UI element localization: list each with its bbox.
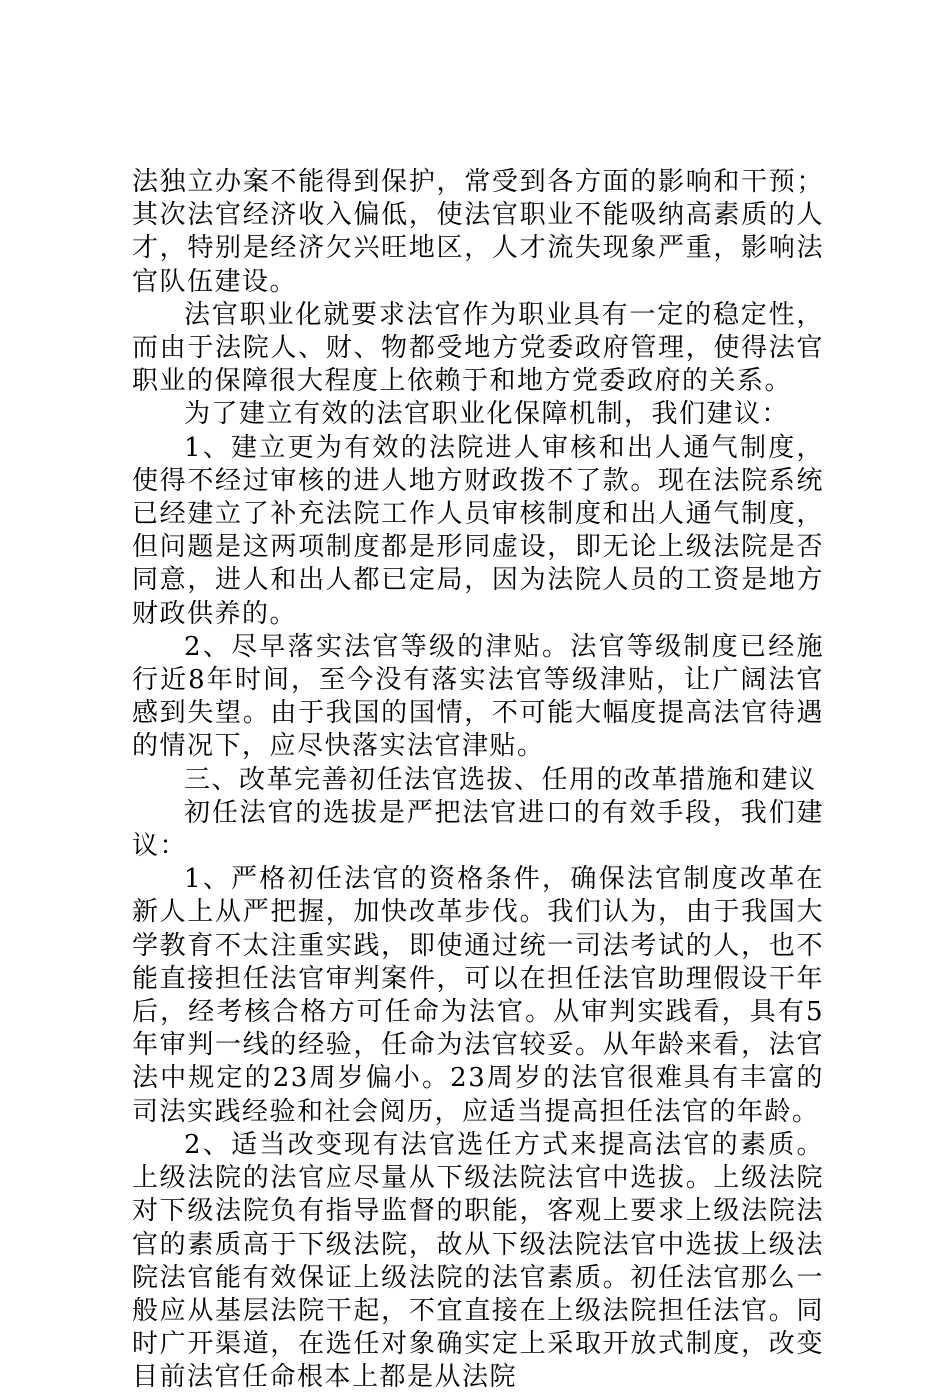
paragraph: 2、适当改变现有法官选任方式来提高法官的素质。上级法院的法官应尽量从下级法院法官中选拔。上级法院对下级法院负有指导监督的职能，客观上要求上级法院法官的素质高于下级法院，故从下级法院法官中选拔上级法院法官能有效保证上级法院的法官素质。初任法官那么一般应从基层法院干起，不宜直接在上级法院担任法官。同时广开渠道，在选任对象确实定上采取开放式制度，改变目前法官任命根本上都是从法院: [132, 1129, 824, 1393]
paragraph: 法独立办案不能得到保护，常受到各方面的影响和干预；其次法官经济收入偏低，使法官职业不能吸纳高素质的人才，特别是经济欠兴旺地区，人才流失现象严重，影响法官队伍建设。: [132, 167, 824, 297]
paragraph: 2、尽早落实法官等级的津贴。法官等级制度已经施行近8年时间，至今没有落实法官等级津贴，让广阔法官感到失望。由于我国的国情，不可能大幅度提高法官待遇的情况下，应尽快落实法官津贴。: [132, 631, 824, 762]
section-heading: 三、改革完善初任法官选拔、任用的改革措施和建议: [184, 764, 817, 795]
document-body: [132, 166, 824, 1395]
paragraph: 法官职业化就要求法官作为职业具有一定的稳定性，而由于法院人、财、物都受地方党委政府管理，使得法官职业的保障很大程度上依赖于和地方党委政府的关系。: [132, 299, 824, 397]
paragraph: 1、建立更为有效的法院进人审核和出人通气制度，使得不经过审核的进人地方财政拨不了款。现在法院系统已经建立了补充法院工作人员审核制度和出人通气制度，但问题是这两项制度都是形同虚设，即无论上级法院是否同意，进人和出人都已定局，因为法院人员的工资是地方财政供养的。: [132, 432, 824, 629]
paragraph: 初任法官的选拔是严把法官进口的有效手段，我们建议：: [132, 797, 824, 862]
paragraph: 为了建立有效的法官职业化保障机制，我们建议：: [184, 399, 790, 430]
paragraph: 1、严格初任法官的资格条件，确保法官制度改革在新人上从严把握，加快改革步伐。我们认为，由于我国大学教育不太注重实践，即使通过统一司法考试的人，也不能直接担任法官审判案件，可以在担任法官助理假设干年后，经考核合格方可任命为法官。从审判实践看，具有5年审判一线的经验，任命为法官较妥。从年龄来看，法官法中规定的23周岁偏小。23周岁的法官很难具有丰富的司法实践经验和社会阅历，应适当提高担任法官的年龄。: [132, 864, 824, 1127]
